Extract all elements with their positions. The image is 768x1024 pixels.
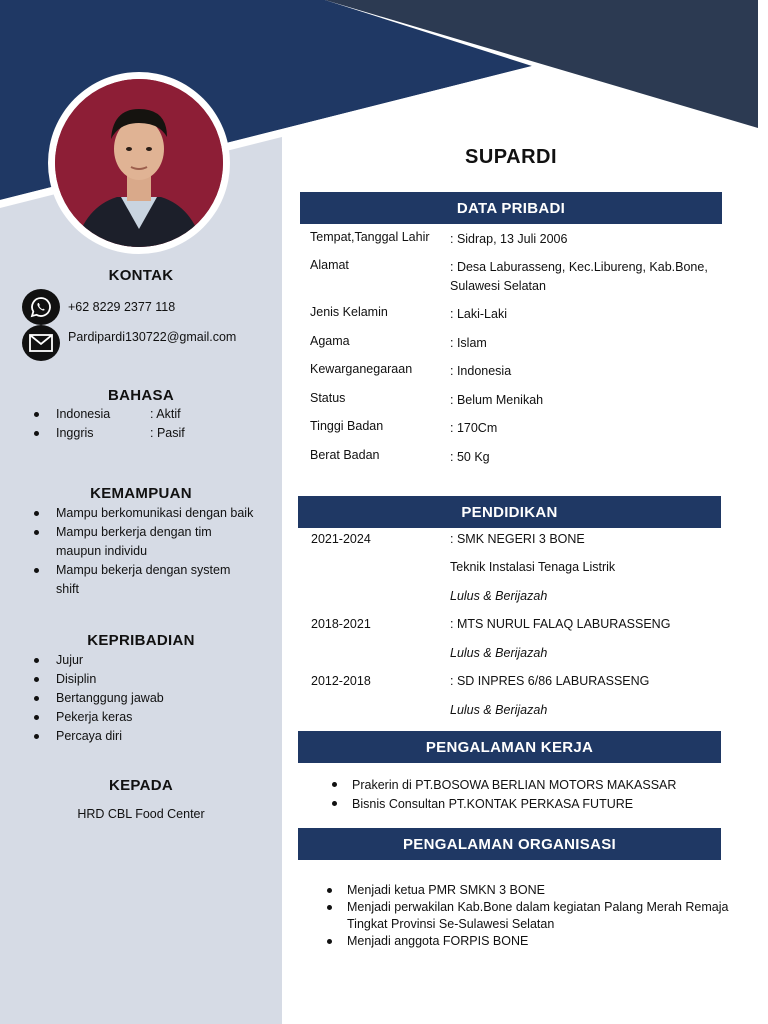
list-item: Jujur bbox=[56, 651, 270, 670]
kepada-text: HRD CBL Food Center bbox=[77, 807, 205, 821]
list-item: Menjadi anggota FORPIS BONE bbox=[347, 933, 752, 950]
bahasa-list bbox=[0, 405, 270, 443]
table-row: Tinggi Badan : 170Cm bbox=[310, 419, 498, 435]
bahasa-heading: BAHASA bbox=[108, 387, 174, 404]
table-row: 2021-2024 : SMK NEGERI 3 BONE bbox=[311, 532, 585, 546]
phone-number: +62 8229 2377 118 bbox=[68, 300, 176, 314]
list-item: Menjadi perwakilan Kab.Bone dalam kegiatan Palang Merah Remaja Tingkat Provinsi Se-Sulawesi Selatan bbox=[347, 899, 752, 933]
table-row: Jenis Kelamin : Laki-Laki bbox=[310, 305, 507, 321]
kemampuan-list bbox=[0, 504, 256, 599]
list-item: Disiplin bbox=[56, 670, 270, 689]
list-item: Bertanggung jawab bbox=[56, 689, 270, 708]
table-row: Agama : Islam bbox=[310, 334, 487, 350]
table-row: Tempat,Tanggal Lahir : Sidrap, 13 Juli 2006 bbox=[310, 230, 568, 246]
list-item: Mampu berkerja dengan tim maupun individu bbox=[56, 523, 256, 561]
kontak-heading: KONTAK bbox=[108, 267, 174, 284]
list-item: Pekerja keras bbox=[56, 708, 270, 727]
mail-icon bbox=[22, 325, 60, 361]
table-row: Lulus & Berijazah bbox=[450, 646, 548, 660]
kepribadian-heading: KEPRIBADIAN bbox=[87, 632, 195, 649]
phone-contact bbox=[22, 289, 175, 325]
list-item: Indonesia : Aktif bbox=[56, 405, 270, 424]
table-row: Lulus & Berijazah bbox=[450, 589, 548, 603]
list-item: Bisnis Consultan PT.KONTAK PERKASA FUTURE bbox=[352, 795, 676, 814]
data-pribadi-heading: DATA PRIBADI bbox=[300, 192, 722, 224]
kepada-heading: KEPADA bbox=[108, 777, 174, 794]
table-row: Status : Belum Menikah bbox=[310, 391, 544, 407]
page-title: SUPARDI bbox=[464, 146, 558, 168]
table-row: Teknik Instalasi Tenaga Listrik bbox=[450, 560, 616, 574]
list-item: Menjadi ketua PMR SMKN 3 BONE bbox=[347, 882, 752, 899]
pengalaman-kerja-list bbox=[352, 776, 676, 814]
kepribadian-list bbox=[0, 651, 270, 746]
list-item: Mampu berkomunikasi dengan baik bbox=[56, 504, 256, 523]
list-item: Inggris : Pasif bbox=[56, 424, 270, 443]
table-row: Alamat : Desa Laburasseng, Kec.Libureng, Kab.Bone, Sulawesi Selatan bbox=[310, 258, 708, 293]
pengalaman-organisasi-list bbox=[347, 882, 752, 950]
profile-photo bbox=[48, 72, 230, 254]
table-row: Kewarganegaraan : Indonesia bbox=[310, 362, 512, 378]
pendidikan-heading: PENDIDIKAN bbox=[298, 496, 721, 528]
list-item: Percaya diri bbox=[56, 727, 270, 746]
table-row: 2018-2021 : MTS NURUL FALAQ LABURASSENG bbox=[311, 617, 671, 631]
whatsapp-icon bbox=[22, 289, 60, 325]
pengalaman-kerja-heading: PENGALAMAN KERJA bbox=[298, 731, 721, 763]
email-address[interactable]: Pardipardi130722@gmail.com bbox=[68, 330, 237, 344]
kemampuan-heading: KEMAMPUAN bbox=[90, 485, 192, 502]
table-row: 2012-2018 : SD INPRES 6/86 LABURASSENG bbox=[311, 674, 650, 688]
list-item: Prakerin di PT.BOSOWA BERLIAN MOTORS MAKASSAR bbox=[352, 776, 676, 795]
list-item: Mampu bekerja dengan system shift bbox=[56, 561, 256, 599]
table-row: Berat Badan : 50 Kg bbox=[310, 448, 490, 464]
email-contact bbox=[22, 325, 236, 361]
table-row: Lulus & Berijazah bbox=[450, 703, 548, 717]
person-portrait-icon bbox=[55, 79, 223, 247]
pengalaman-organisasi-heading: PENGALAMAN ORGANISASI bbox=[298, 828, 721, 860]
